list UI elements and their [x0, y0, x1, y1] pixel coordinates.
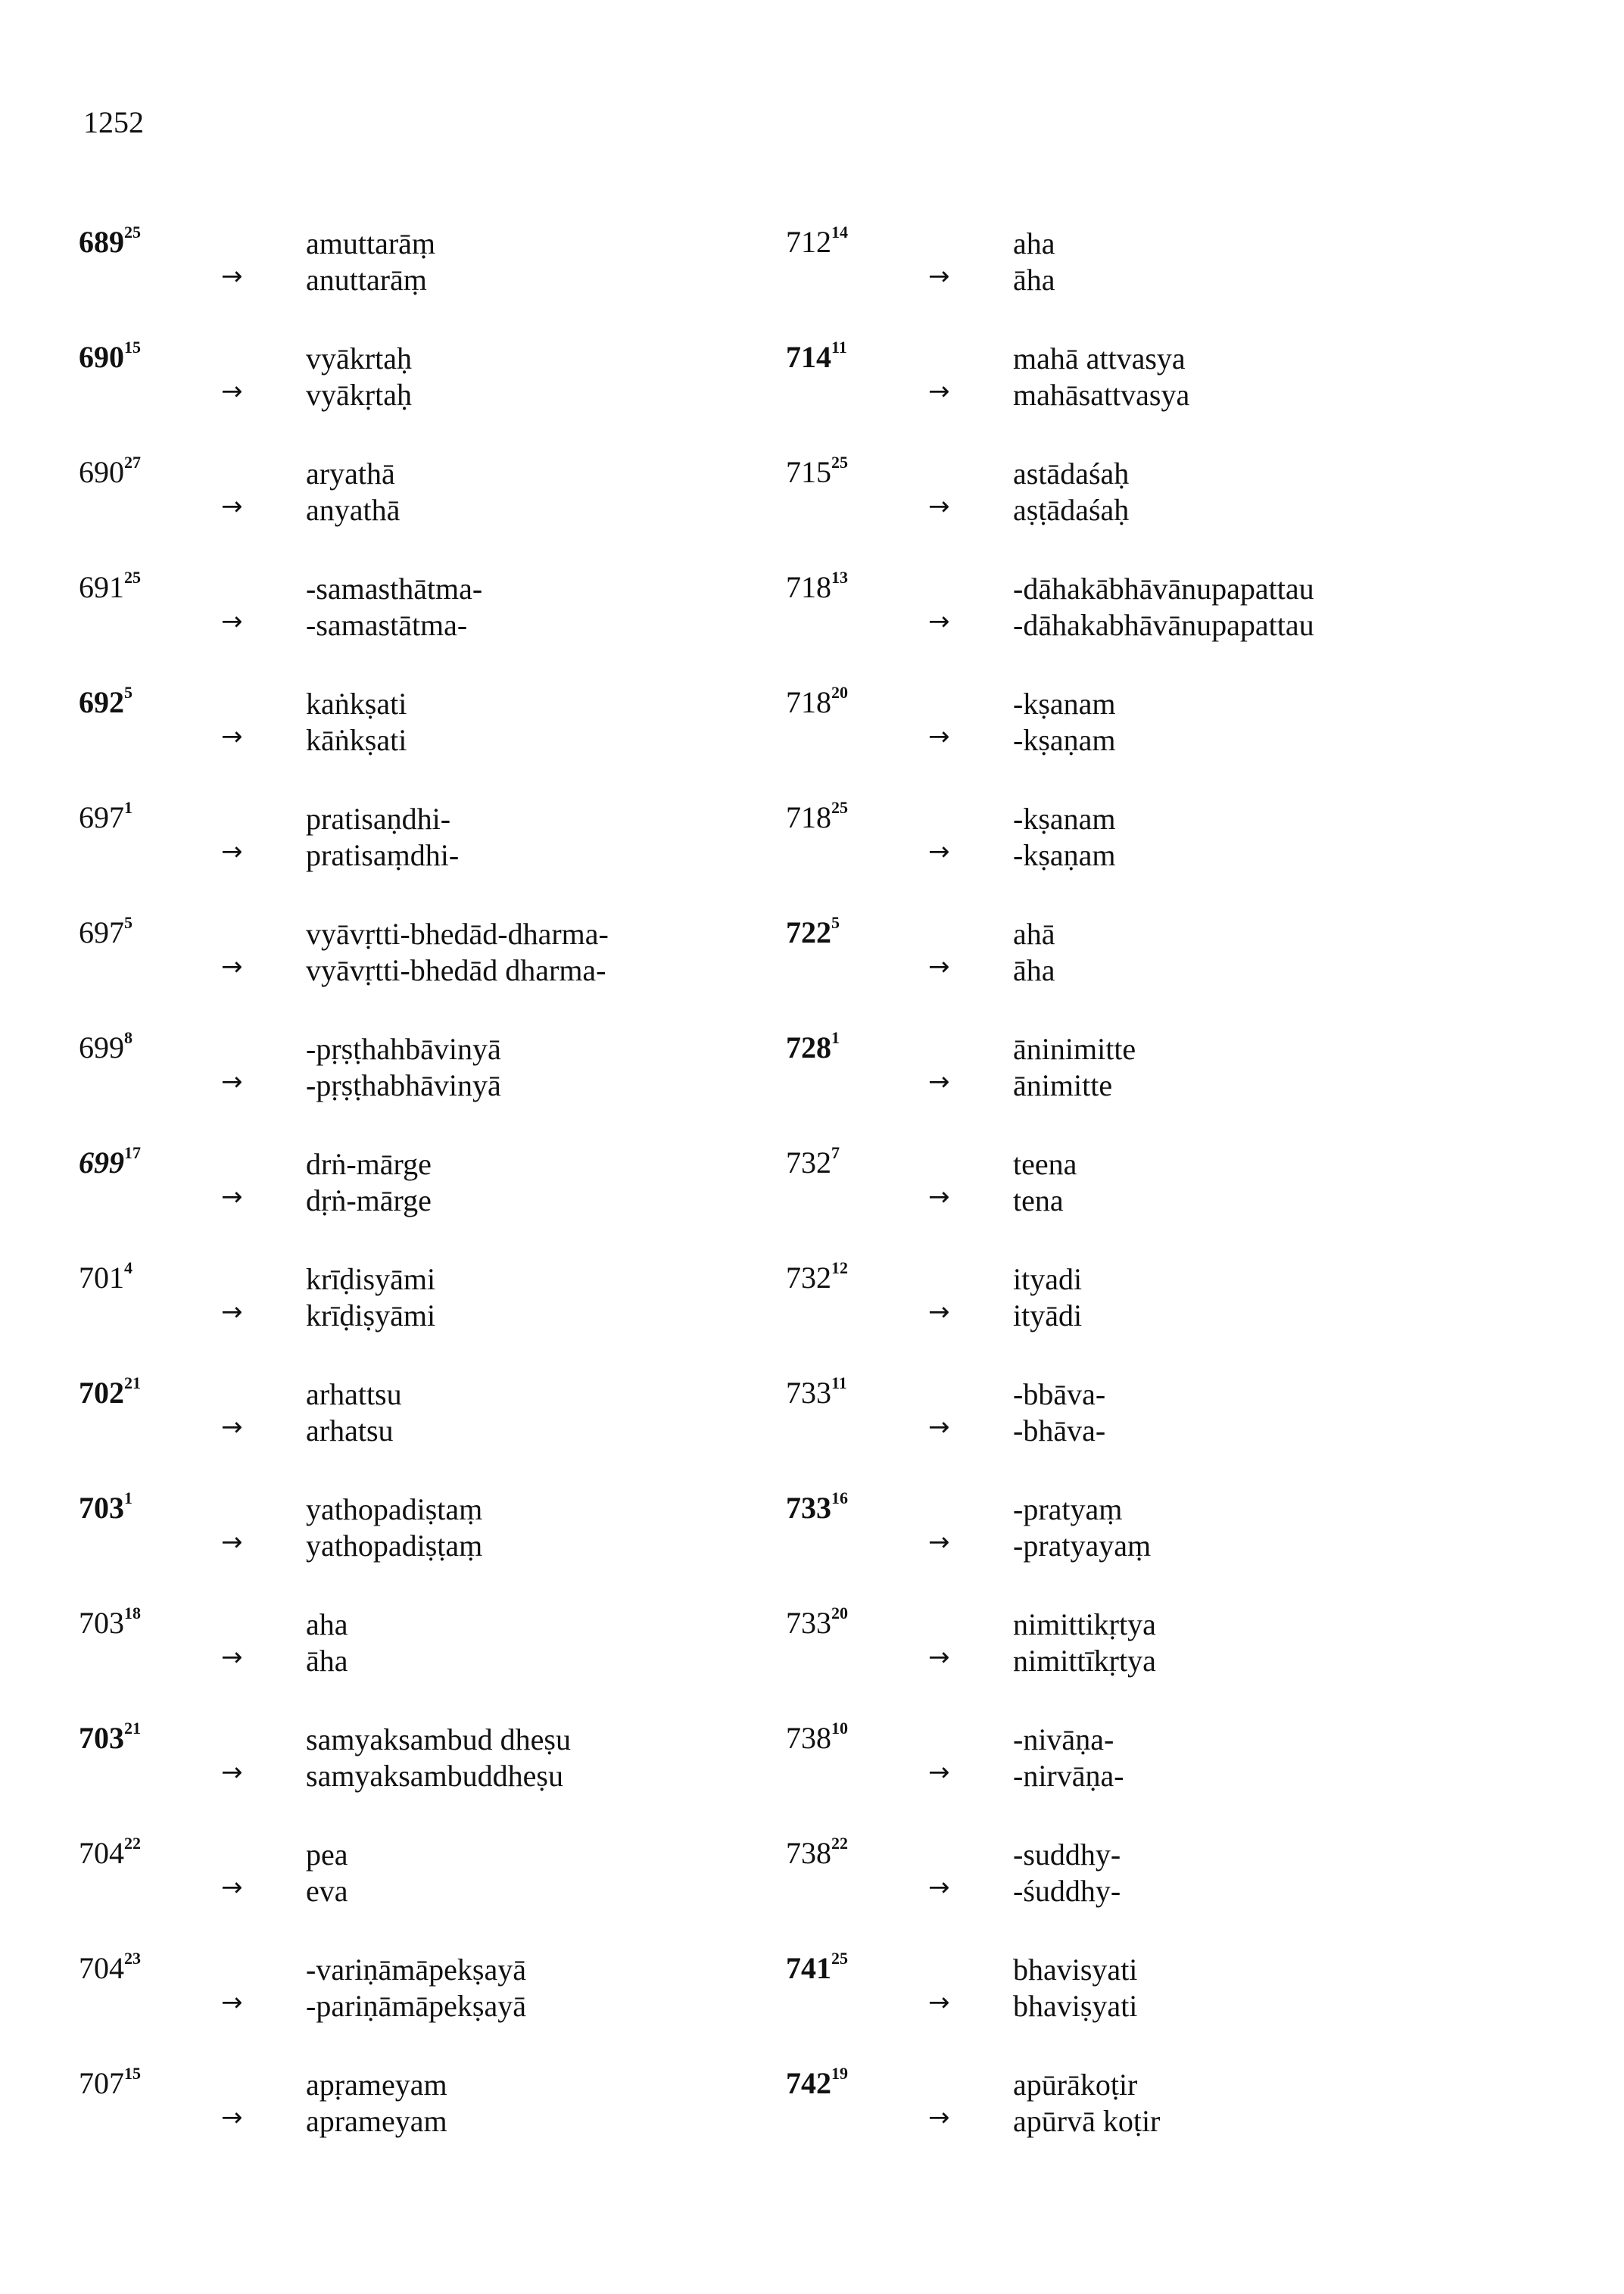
original-reading: aha	[1013, 226, 1055, 260]
page-line-reference	[786, 798, 848, 834]
page-line-reference	[79, 1949, 141, 1985]
original-reading: aha	[306, 1607, 348, 1641]
reference-page: 738	[786, 1836, 831, 1870]
arrow-right-icon: →	[221, 1412, 243, 1442]
page-line-reference	[786, 453, 848, 489]
original-reading: yathopadiṣtaṃ	[306, 1492, 483, 1526]
arrow-right-icon: →	[221, 1182, 243, 1212]
page-line-reference	[79, 1719, 141, 1755]
page-line-reference	[786, 1949, 848, 1985]
arrow-right-icon: →	[221, 1067, 243, 1097]
reference-page: 701	[79, 1261, 124, 1295]
reference-line: 5	[831, 913, 840, 932]
correction-entry	[786, 1604, 1467, 1723]
original-reading: -pratyaṃ	[1013, 1492, 1123, 1526]
reference-page: 722	[786, 915, 831, 949]
arrow-right-icon: →	[221, 2102, 243, 2133]
reference-page: 691	[79, 570, 124, 604]
reference-page: 704	[79, 1951, 124, 1985]
page-line-reference	[786, 683, 848, 719]
correction-entry	[786, 683, 1467, 803]
reference-line: 1	[124, 1488, 132, 1507]
correction-entry	[786, 338, 1467, 457]
page-line-reference	[786, 223, 848, 259]
reference-page: 699	[79, 1030, 124, 1064]
correction-entry	[79, 223, 760, 342]
page-line-reference	[786, 1258, 848, 1295]
reference-line: 17	[124, 1143, 141, 1162]
arrow-right-icon: →	[928, 1412, 950, 1442]
reference-line: 25	[124, 223, 141, 242]
page-line-reference	[786, 1373, 847, 1410]
page-line-reference	[79, 1834, 141, 1870]
reference-line: 21	[124, 1373, 141, 1392]
correction-entry	[786, 2064, 1467, 2183]
corrected-reading: āha	[306, 1644, 348, 1678]
arrow-right-icon: →	[221, 491, 243, 522]
reference-line: 5	[124, 913, 132, 932]
correction-entry	[79, 1028, 760, 1148]
right-column	[786, 223, 1467, 2183]
corrected-reading: anuttarāṃ	[306, 263, 427, 297]
correction-entry	[786, 1488, 1467, 1608]
reference-page: 692	[79, 685, 124, 719]
correction-entry	[786, 1719, 1467, 1838]
corrected-reading: -dāhakabhāvānupapattau	[1013, 608, 1314, 642]
correction-entry	[786, 1258, 1467, 1378]
arrow-right-icon: →	[928, 1297, 950, 1327]
reference-page: 714	[786, 340, 831, 374]
correction-entry	[79, 798, 760, 918]
original-reading: -kṣanam	[1013, 687, 1116, 721]
page-line-reference	[786, 913, 840, 949]
corrected-reading: eva	[306, 1874, 348, 1908]
corrected-reading: -pratyayaṃ	[1013, 1529, 1152, 1563]
reference-line: 4	[124, 1258, 132, 1277]
original-reading: drṅ-mārge	[306, 1147, 432, 1181]
arrow-right-icon: →	[221, 606, 243, 637]
corrected-reading: āha	[1013, 263, 1055, 297]
reference-line: 19	[831, 2064, 848, 2083]
arrow-right-icon: →	[221, 261, 243, 291]
original-reading: āninimitte	[1013, 1032, 1136, 1066]
corrected-reading: āha	[1013, 953, 1055, 987]
arrow-right-icon: →	[221, 376, 243, 407]
original-reading: amuttarāṃ	[306, 226, 436, 260]
correction-entry	[79, 1373, 760, 1493]
reference-page: 702	[79, 1376, 124, 1410]
original-reading: ahā	[1013, 917, 1055, 951]
arrow-right-icon: →	[928, 1527, 950, 1557]
reference-page: 738	[786, 1721, 831, 1755]
left-column	[79, 223, 760, 2183]
original-reading: -dāhakābhāvānupapattau	[1013, 572, 1314, 606]
correction-entry	[79, 568, 760, 687]
correction-entry	[79, 1834, 760, 1953]
page-line-reference	[79, 2064, 141, 2100]
page-line-reference	[79, 1604, 141, 1640]
reference-line: 5	[124, 683, 132, 702]
reference-page: 732	[786, 1145, 831, 1180]
corrected-reading: tena	[1013, 1183, 1064, 1217]
reference-page: 690	[79, 455, 124, 489]
reference-line: 20	[831, 683, 848, 702]
reference-line: 27	[124, 453, 141, 472]
page-line-reference	[786, 338, 847, 374]
corrected-reading: -pariṇāmāpekṣayā	[306, 1989, 526, 2023]
correction-entry	[786, 913, 1467, 1033]
original-reading: teena	[1013, 1147, 1077, 1181]
original-reading: bhavisyati	[1013, 1953, 1138, 1987]
page-line-reference	[79, 338, 141, 374]
reference-page: 733	[786, 1376, 831, 1410]
original-reading: vyākrtaḥ	[306, 341, 412, 376]
reference-line: 15	[124, 2064, 141, 2083]
reference-line: 21	[124, 1719, 141, 1738]
correction-entry	[786, 223, 1467, 342]
page-line-reference	[79, 1488, 132, 1525]
corrected-reading: -śuddhy-	[1013, 1874, 1121, 1908]
arrow-right-icon: →	[928, 376, 950, 407]
correction-entry	[79, 1604, 760, 1723]
corrected-reading: krīḍiṣyāmi	[306, 1298, 436, 1332]
original-reading: -kṣanam	[1013, 802, 1116, 836]
corrected-reading: -bhāva-	[1013, 1413, 1106, 1448]
reference-line: 14	[831, 223, 848, 242]
reference-line: 25	[124, 568, 141, 587]
reference-line: 16	[831, 1488, 848, 1507]
correction-entry	[786, 453, 1467, 572]
original-reading: -pṛṣṭhahbāvinyā	[306, 1032, 501, 1066]
original-reading: -samasthātma-	[306, 572, 483, 606]
correction-entry	[786, 1373, 1467, 1493]
arrow-right-icon: →	[221, 1527, 243, 1557]
page-line-reference	[786, 1719, 848, 1755]
arrow-right-icon: →	[928, 606, 950, 637]
original-reading: samyaksambud dheṣu	[306, 1722, 571, 1756]
corrected-reading: mahāsattvasya	[1013, 378, 1190, 412]
reference-page: 703	[79, 1491, 124, 1525]
page-line-reference	[786, 2064, 848, 2100]
arrow-right-icon: →	[928, 1872, 950, 1903]
reference-line: 1	[831, 1028, 840, 1047]
reference-line: 18	[124, 1604, 141, 1622]
arrow-right-icon: →	[928, 1642, 950, 1672]
reference-page: 733	[786, 1606, 831, 1640]
correction-entry	[79, 1949, 760, 2068]
corrected-reading: -pṛṣṭhabhāvinyā	[306, 1068, 501, 1102]
page-line-reference	[786, 1488, 848, 1525]
reference-page: 707	[79, 2066, 124, 2100]
arrow-right-icon: →	[928, 952, 950, 982]
arrow-right-icon: →	[928, 491, 950, 522]
page-line-reference	[786, 1143, 840, 1180]
page-line-reference	[79, 798, 132, 834]
arrow-right-icon: →	[928, 261, 950, 291]
corrected-reading: vyākṛtaḥ	[306, 378, 412, 412]
page-number: 1252	[83, 105, 144, 139]
original-reading: nimittikṛtya	[1013, 1607, 1156, 1641]
arrow-right-icon: →	[928, 2102, 950, 2133]
reference-page: 732	[786, 1261, 831, 1295]
reference-line: 8	[124, 1028, 132, 1047]
reference-page: 742	[786, 2066, 831, 2100]
arrow-right-icon: →	[928, 722, 950, 752]
original-reading: pratisaṇdhi-	[306, 802, 451, 836]
reference-page: 728	[786, 1030, 831, 1064]
corrected-reading: anyathā	[306, 493, 401, 527]
reference-line: 11	[831, 1373, 847, 1392]
correction-entry	[79, 1143, 760, 1263]
corrected-reading: yathopadiṣṭaṃ	[306, 1529, 483, 1563]
arrow-right-icon: →	[928, 1987, 950, 2018]
reference-line: 7	[831, 1143, 840, 1162]
corrected-reading: bhaviṣyati	[1013, 1989, 1138, 2023]
corrected-reading: vyāvṛtti-bhedād dharma-	[306, 953, 606, 987]
arrow-right-icon: →	[221, 837, 243, 867]
page-line-reference	[79, 223, 141, 259]
corrected-reading: arhatsu	[306, 1413, 394, 1448]
reference-line: 22	[831, 1834, 848, 1853]
original-reading: astādaśaḥ	[1013, 457, 1130, 491]
correction-entry	[786, 568, 1467, 687]
reference-page: 712	[786, 225, 831, 259]
reference-page: 699	[79, 1145, 124, 1180]
correction-entry	[79, 913, 760, 1033]
original-reading: ityadi	[1013, 1262, 1083, 1296]
arrow-right-icon: →	[928, 1757, 950, 1788]
correction-entry	[786, 1834, 1467, 1953]
original-reading: -suddhy-	[1013, 1837, 1121, 1872]
reference-page: 704	[79, 1836, 124, 1870]
correction-entry	[79, 2064, 760, 2183]
reference-line: 25	[831, 798, 848, 817]
reference-page: 718	[786, 800, 831, 834]
arrow-right-icon: →	[221, 1872, 243, 1903]
reference-page: 718	[786, 570, 831, 604]
corrected-reading: -kṣaṇam	[1013, 723, 1116, 757]
page-line-reference	[79, 1143, 141, 1180]
correction-entry	[79, 453, 760, 572]
page-line-reference	[79, 1028, 132, 1064]
arrow-right-icon: →	[221, 952, 243, 982]
original-reading: krīḍisyāmi	[306, 1262, 436, 1296]
correction-entry	[786, 1949, 1467, 2068]
corrected-reading: dṛṅ-mārge	[306, 1183, 432, 1217]
original-reading: apṛameyam	[306, 2068, 447, 2102]
original-reading: kaṅkṣati	[306, 687, 407, 721]
reference-line: 20	[831, 1604, 848, 1622]
original-reading: -nivāṇa-	[1013, 1722, 1114, 1756]
arrow-right-icon: →	[928, 1067, 950, 1097]
page-line-reference	[79, 913, 132, 949]
reference-page: 715	[786, 455, 831, 489]
original-reading: -bbāva-	[1013, 1377, 1106, 1411]
reference-line: 25	[831, 1949, 848, 1968]
reference-page: 703	[79, 1721, 124, 1755]
corrected-reading: -nirvāṇa-	[1013, 1759, 1124, 1793]
reference-line: 11	[831, 338, 847, 357]
correction-entry	[786, 798, 1467, 918]
arrow-right-icon: →	[221, 1642, 243, 1672]
page-line-reference	[786, 1604, 848, 1640]
original-reading: vyāvṛtti-bhedād-dharma-	[306, 917, 609, 951]
correction-entry	[79, 1488, 760, 1608]
reference-line: 10	[831, 1719, 848, 1738]
original-reading: pea	[306, 1837, 348, 1872]
arrow-right-icon: →	[221, 1987, 243, 2018]
reference-page: 689	[79, 225, 124, 259]
reference-page: 703	[79, 1606, 124, 1640]
corrected-reading: pratisaṃdhi-	[306, 838, 460, 872]
arrow-right-icon: →	[928, 837, 950, 867]
reference-line: 22	[124, 1834, 141, 1853]
page-line-reference	[79, 568, 141, 604]
correction-entry	[79, 338, 760, 457]
original-reading: -variṇāmāpekṣayā	[306, 1953, 526, 1987]
page-line-reference	[79, 453, 141, 489]
arrow-right-icon: →	[221, 1297, 243, 1327]
page-line-reference	[79, 1258, 132, 1295]
corrected-reading: nimittīkṛtya	[1013, 1644, 1156, 1678]
corrected-reading: aṣṭādaśaḥ	[1013, 493, 1130, 527]
correction-entry	[79, 683, 760, 803]
reference-line: 25	[831, 453, 848, 472]
correction-entry	[79, 1258, 760, 1378]
reference-line: 15	[124, 338, 141, 357]
correction-entry	[79, 1719, 760, 1838]
reference-page: 697	[79, 915, 124, 949]
reference-page: 718	[786, 685, 831, 719]
arrow-right-icon: →	[221, 722, 243, 752]
corrected-reading: ityādi	[1013, 1298, 1083, 1332]
corrected-reading: -samastātma-	[306, 608, 468, 642]
corrected-reading: samyaksambuddheṣu	[306, 1759, 563, 1793]
correction-entry	[786, 1028, 1467, 1148]
arrow-right-icon: →	[221, 1757, 243, 1788]
original-reading: mahā attvasya	[1013, 341, 1186, 376]
arrow-right-icon: →	[928, 1182, 950, 1212]
reference-page: 697	[79, 800, 124, 834]
correction-entry	[786, 1143, 1467, 1263]
original-reading: aryathā	[306, 457, 395, 491]
reference-line: 1	[124, 798, 132, 817]
page-line-reference	[786, 1028, 840, 1064]
reference-page: 690	[79, 340, 124, 374]
corrected-reading: aprameyam	[306, 2104, 447, 2138]
page-line-reference	[786, 1834, 848, 1870]
reference-page: 733	[786, 1491, 831, 1525]
corrected-reading: -kṣaṇam	[1013, 838, 1116, 872]
reference-line: 13	[831, 568, 848, 587]
page-line-reference	[79, 683, 132, 719]
page-line-reference	[79, 1373, 141, 1410]
page-line-reference	[786, 568, 848, 604]
corrected-reading: apūrvā koṭir	[1013, 2104, 1161, 2138]
original-reading: apūrākoṭir	[1013, 2068, 1138, 2102]
reference-page: 741	[786, 1951, 831, 1985]
corrected-reading: ānimitte	[1013, 1068, 1113, 1102]
reference-line: 12	[831, 1258, 848, 1277]
corrected-reading: kāṅkṣati	[306, 723, 407, 757]
original-reading: arhattsu	[306, 1377, 402, 1411]
reference-line: 23	[124, 1949, 141, 1968]
